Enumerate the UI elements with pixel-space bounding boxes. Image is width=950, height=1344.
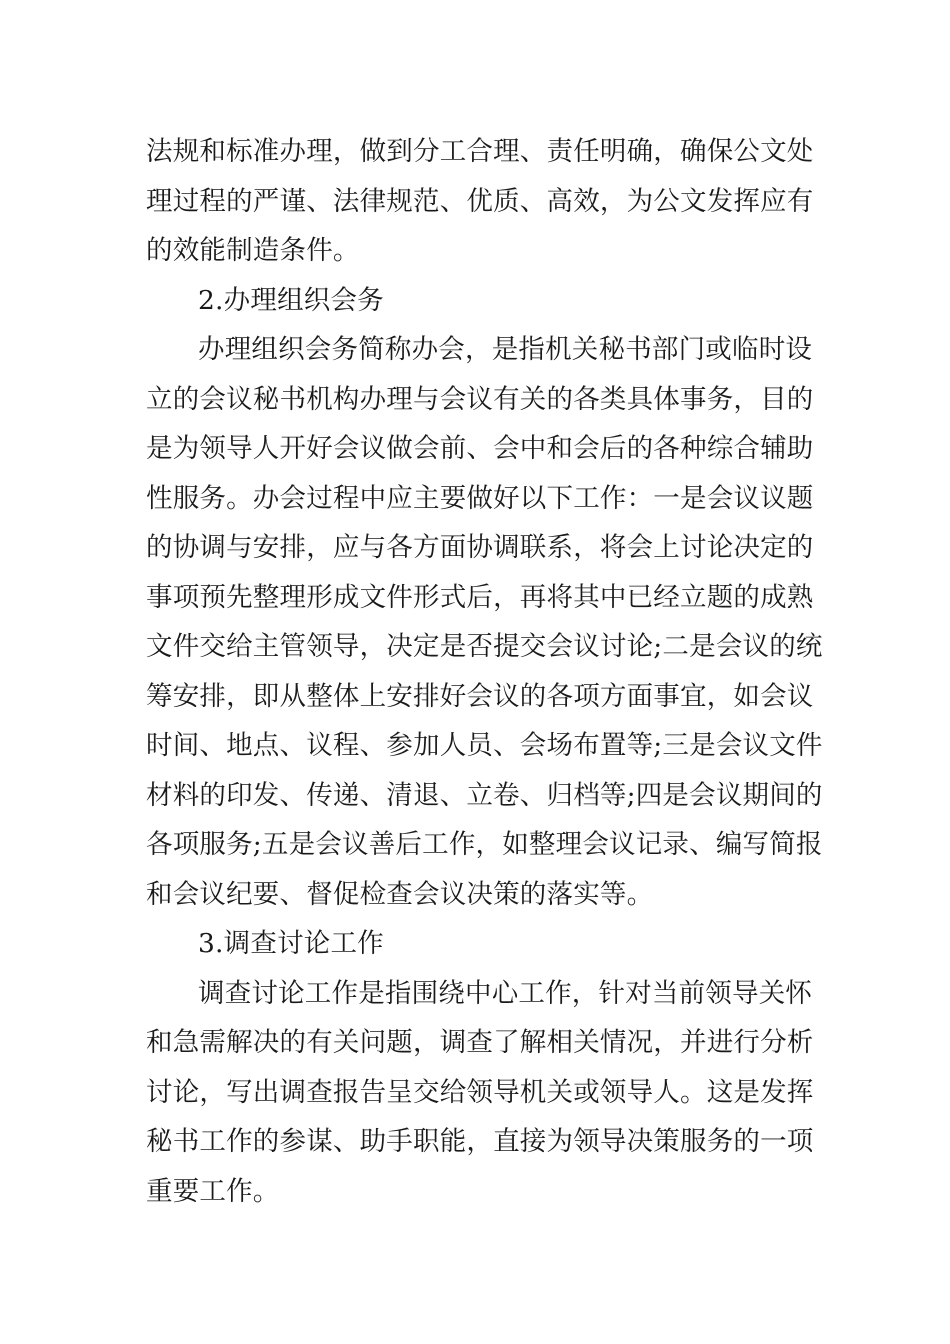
paragraph-line: 筹安排，即从整体上安排好会议的各项方面事宜，如会议 — [146, 680, 814, 712]
paragraph-line: 重要工作。 — [146, 1175, 280, 1207]
paragraph-line: 时间、地点、议程、参加人员、会场布置等;三是会议文件 — [146, 730, 823, 761]
paragraph-line: 材料的印发、传递、清退、立卷、归档等;四是会议期间的 — [146, 779, 823, 811]
paragraph-line: 理过程的严谨、法律规范、优质、高效，为公文发挥应有 — [146, 185, 814, 217]
paragraph-line: 各项服务;五是会议善后工作，如整理会议记录、编写简报 — [146, 829, 823, 860]
paragraph-line: 讨论，写出调查报告呈交给领导机关或领导人。这是发挥 — [146, 1076, 814, 1108]
paragraph-line: 文件交给主管领导，决定是否提交会议讨论;二是会议的统 — [146, 631, 823, 662]
paragraph-line: 法规和标准办理，做到分工合理、责任明确，确保公文处 — [146, 136, 814, 167]
paragraph-line: 和会议纪要、督促检查会议决策的落实等。 — [146, 878, 654, 910]
paragraph-line: 办理组织会务简称办会，是指机关秘书部门或临时设 — [198, 334, 813, 365]
section-heading: 2.办理组织会务 — [198, 284, 384, 316]
paragraph-line: 秘书工作的参谋、助手职能，直接为领导决策服务的一项 — [146, 1126, 814, 1157]
section-heading: 3.调查讨论工作 — [198, 928, 384, 959]
paragraph-line: 和急需解决的有关问题，调查了解相关情况，并进行分析 — [146, 1027, 814, 1058]
paragraph-line: 立的会议秘书机构办理与会议有关的各类具体事务，目的 — [146, 383, 814, 415]
paragraph-line: 的协调与安排，应与各方面协调联系，将会上讨论决定的 — [146, 532, 814, 563]
paragraph-line: 的效能制造条件。 — [146, 235, 360, 266]
paragraph-line: 调查讨论工作是指围绕中心工作，针对当前领导关怀 — [198, 977, 813, 1009]
paragraph-line: 性服务。办会过程中应主要做好以下工作：一是会议议题 — [146, 482, 814, 514]
paragraph-line: 事项预先整理形成文件形式后，再将其中已经立题的成熟 — [146, 581, 814, 613]
paragraph-line: 是为领导人开好会议做会前、会中和会后的各种综合辅助 — [146, 433, 814, 464]
document-body — [146, 127, 823, 1216]
